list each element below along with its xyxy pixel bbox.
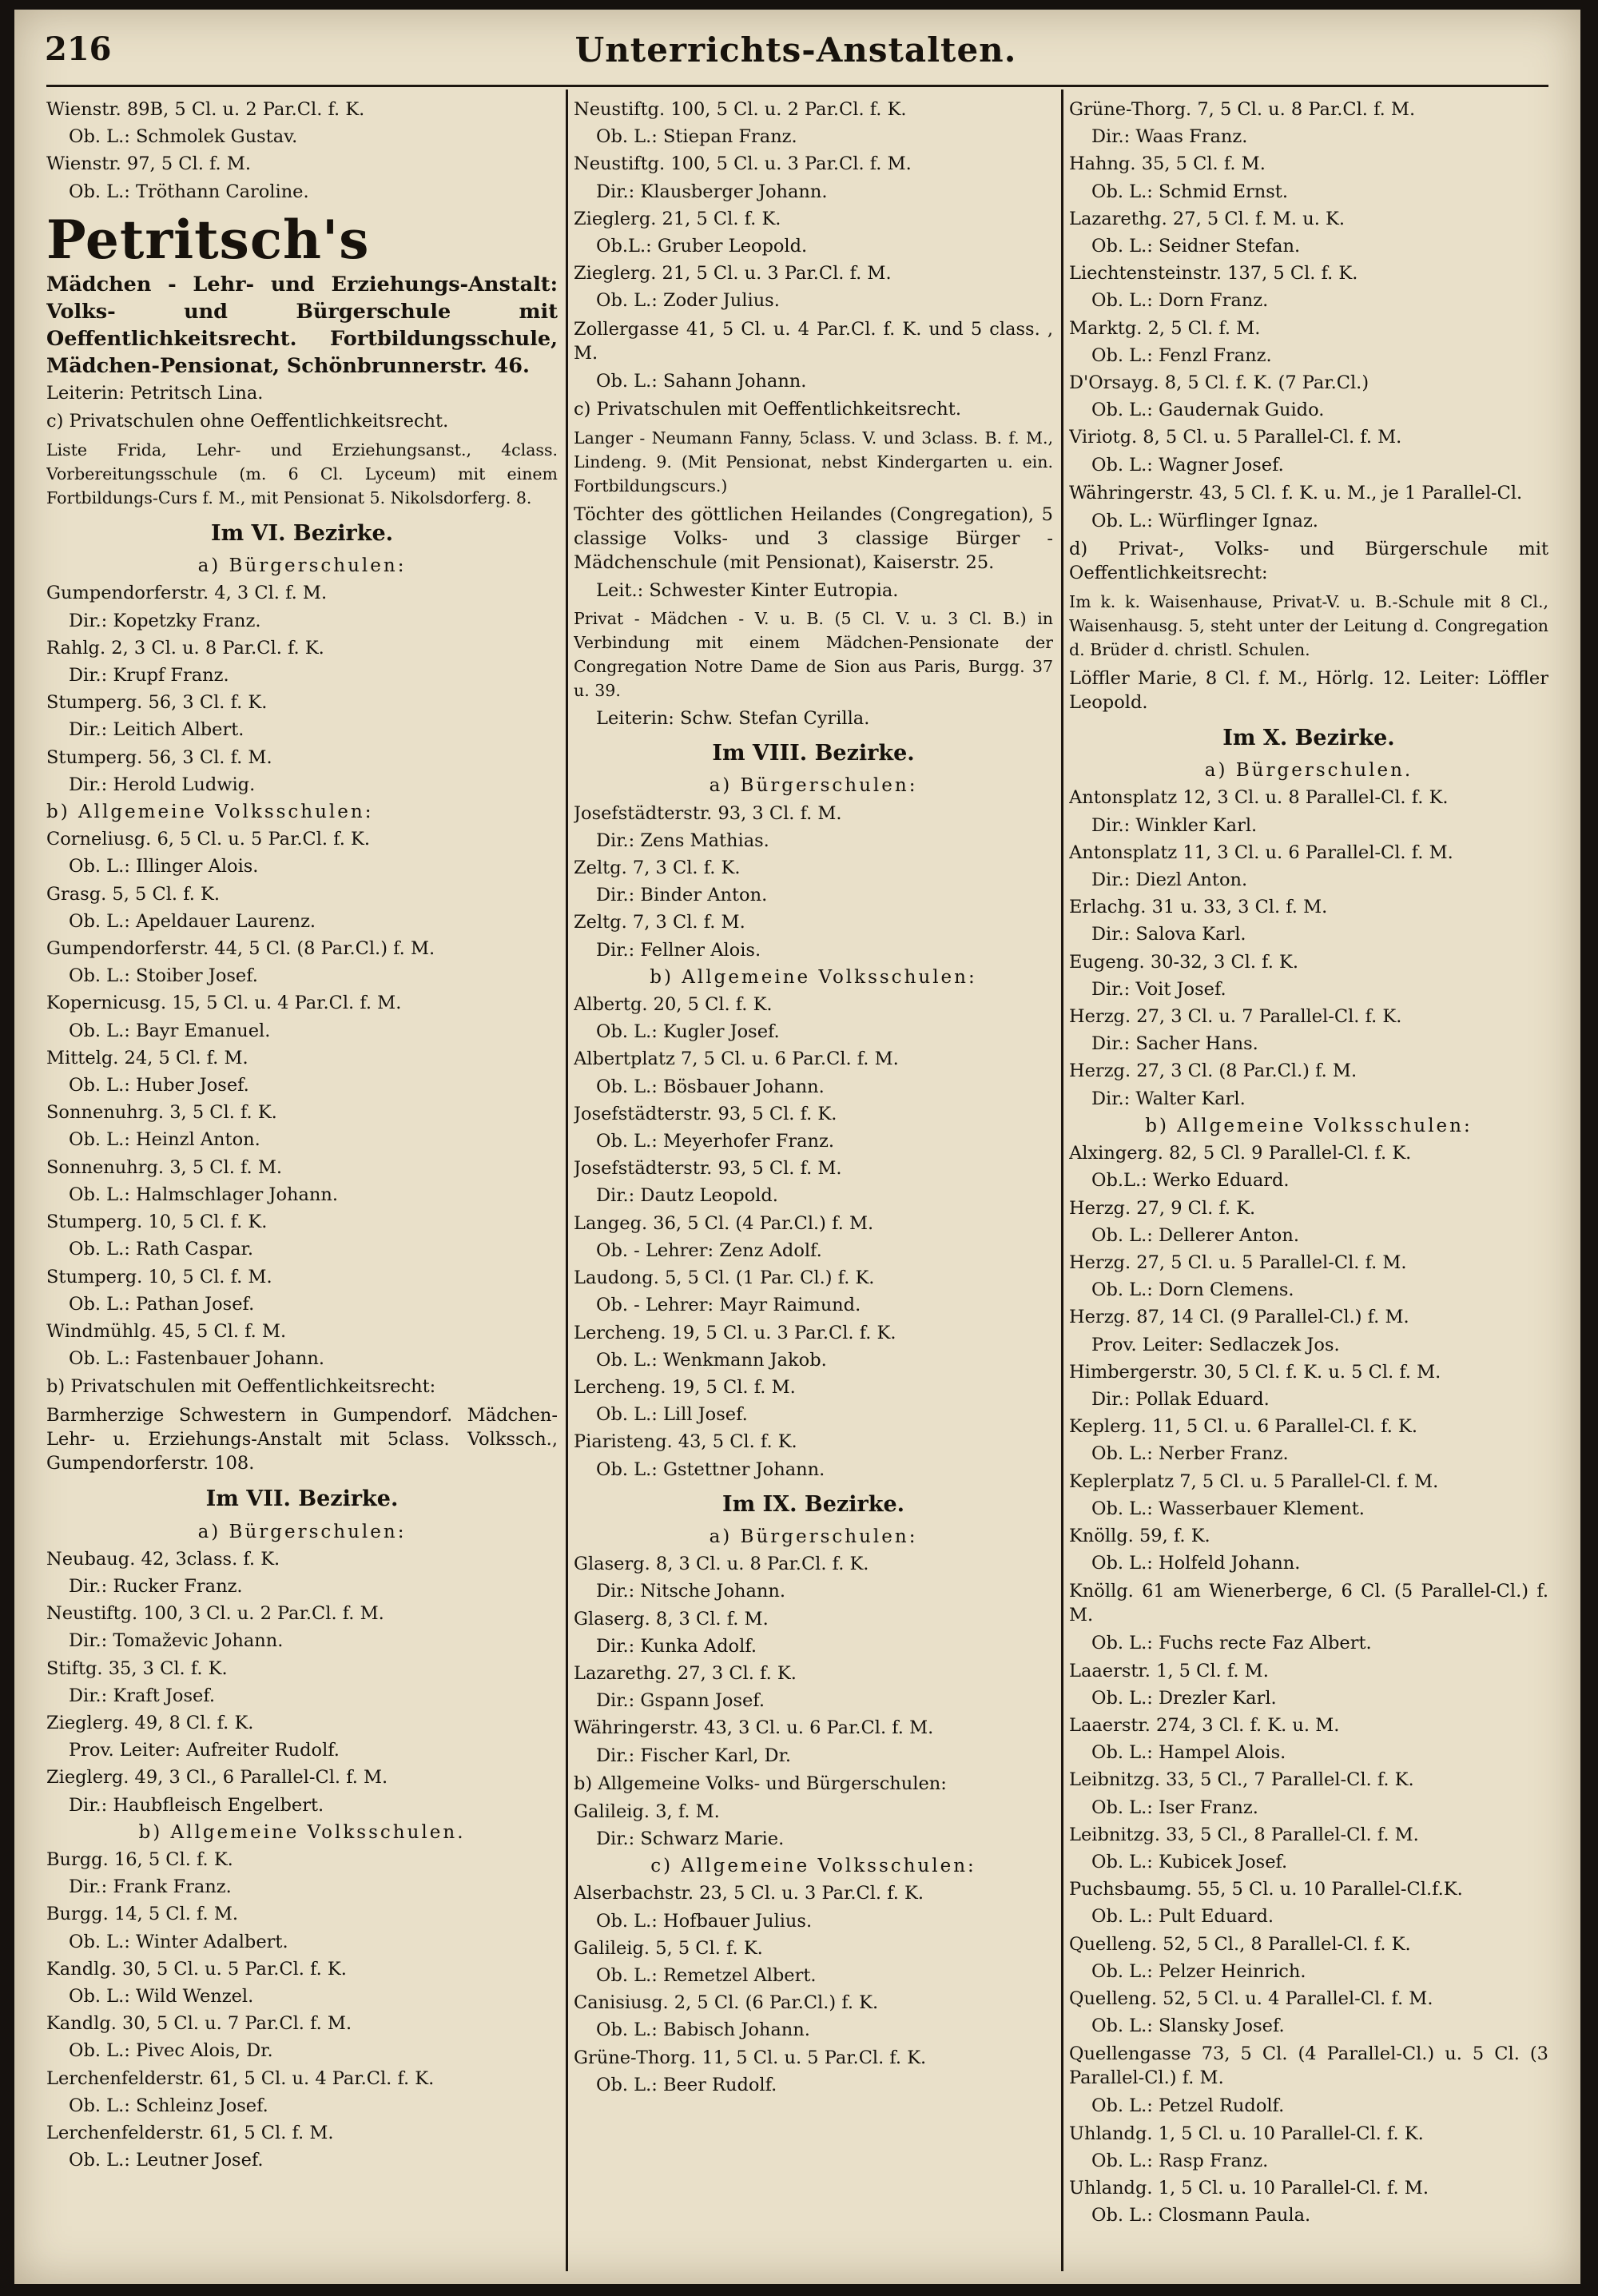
director-line: Ob. L.: Closmann Paula.: [1091, 2205, 1311, 2226]
entry-line: Zeltg. 7, 3 Cl. f. M.: [574, 912, 745, 933]
entry-line: Lercheng. 19, 5 Cl. u. 3 Par.Cl. f. K.: [574, 1322, 896, 1343]
entry-line: Burgg. 16, 5 Cl. f. K.: [46, 1848, 233, 1870]
director-line: Ob. - Lehrer: Zenz Adolf.: [596, 1240, 822, 1261]
director-line: Dir.: Dautz Leopold.: [596, 1185, 778, 1207]
entry-line: Laaerstr. 1, 5 Cl. f. M.: [1069, 1660, 1269, 1681]
director-line: Dir.: Rucker Franz.: [69, 1575, 243, 1597]
director-line: Ob. L.: Würflinger Ignaz.: [1091, 510, 1318, 531]
district-heading: Im VIII. Bezirke.: [712, 741, 915, 766]
director-line: Ob. - Lehrer: Mayr Raimund.: [596, 1295, 861, 1316]
entry-line: Herzg. 27, 3 Cl. (8 Par.Cl.) f. M.: [1069, 1060, 1358, 1082]
column-divider-2: [1061, 90, 1063, 2271]
entry-line: Lazarethg. 27, 5 Cl. f. M. u. K.: [1069, 208, 1345, 229]
entry-line: Keplerg. 11, 5 Cl. u. 6 Parallel-Cl. f. K.: [1069, 1416, 1418, 1438]
running-title: Unterrichts-Anstalten.: [574, 30, 1017, 70]
entry-paragraph: Quellengasse 73, 5 Cl. (4 Parallel-Cl.) u. 5 Cl. (3 Parallel-Cl.) f. M.: [1069, 2043, 1548, 2089]
entry-line: Antonsplatz 12, 3 Cl. u. 8 Parallel-Cl. f. K.: [1069, 787, 1449, 809]
district-heading: Im IX. Bezirke.: [721, 1491, 905, 1517]
director-line: Ob. L.: Dorn Franz.: [1091, 290, 1269, 312]
school-type-heading: b) Allgemeine Volksschulen:: [1145, 1115, 1473, 1136]
advert-title: Petritsch's: [46, 208, 370, 271]
entry-paragraph: Löffler Marie, 8 Cl. f. M., Hörlg. 12. Leiter: Löffler Leopold.: [1069, 668, 1548, 714]
director-line: Dir.: Walter Karl.: [1091, 1088, 1246, 1109]
entry-line: Zieglerg. 21, 5 Cl. u. 3 Par.Cl. f. M.: [574, 263, 892, 285]
entry-line: Piaristeng. 43, 5 Cl. f. K.: [574, 1431, 797, 1453]
director-line: Dir.: Schwarz Marie.: [596, 1828, 785, 1849]
entry-line: Lerchenfelderstr. 61, 5 Cl. f. M.: [46, 2122, 334, 2143]
entry-paragraph: Barmherzige Schwestern in Gumpendorf. Mädchen-Lehr- u. Erziehungs-Anstalt mit 5class. Volkssch., Gumpendorferstr. 108.: [46, 1405, 558, 1474]
director-line: Ob. L.: Wenkmann Jakob.: [596, 1349, 827, 1371]
director-line: Dir.: Kopetzky Franz.: [69, 610, 261, 631]
director-line: Dir.: Klausberger Johann.: [596, 181, 828, 202]
entry-line: Stumperg. 10, 5 Cl. f. K.: [46, 1212, 268, 1233]
entry-line: Leibnitzg. 33, 5 Cl., 8 Parallel-Cl. f. M.: [1069, 1824, 1419, 1845]
entry-line: Neustiftg. 100, 5 Cl. u. 2 Par.Cl. f. K.: [574, 99, 907, 120]
director-line: Dir.: Gspann Josef.: [596, 1690, 765, 1712]
district-heading: Im X. Bezirke.: [1222, 726, 1395, 751]
director-line: Ob. L.: Seidner Stefan.: [1091, 236, 1301, 257]
entry-line: Sonnenuhrg. 3, 5 Cl. f. M.: [46, 1156, 283, 1178]
entry-line: Leiterin: Petritsch Lina.: [46, 382, 264, 404]
director-line: Ob. L.: Sahann Johann.: [596, 370, 807, 392]
entry-line: Burgg. 14, 5 Cl. f. M.: [46, 1904, 239, 1925]
director-line: Ob. L.: Zoder Julius.: [596, 290, 780, 312]
entry-line: Grasg. 5, 5 Cl. f. K.: [46, 883, 220, 905]
director-line: Ob. L.: Babisch Johann.: [596, 2019, 810, 2041]
entry-line: Stumperg. 56, 3 Cl. f. K.: [46, 692, 268, 714]
director-line: Ob. L.: Stiepan Franz.: [596, 126, 797, 148]
director-line: Dir.: Kraft Josef.: [69, 1685, 216, 1706]
director-line: Dir.: Tomaževic Johann.: [69, 1630, 284, 1652]
entry-paragraph: b) Privatschulen mit Oeffentlichkeitsrecht:: [46, 1376, 436, 1398]
director-line: Leiterin: Schw. Stefan Cyrilla.: [596, 708, 870, 730]
entry-line: Währingerstr. 43, 3 Cl. u. 6 Par.Cl. f. M.: [574, 1717, 934, 1739]
entry-line: Puchsbaumg. 55, 5 Cl. u. 10 Parallel-Cl.f.K.: [1069, 1879, 1463, 1900]
director-line: Ob. L.: Fenzl Franz.: [1091, 344, 1272, 366]
director-line: Dir.: Herold Ludwig.: [69, 774, 256, 795]
advert-text: Mädchen - Lehr- und Erziehungs-Anstalt: Volks- und Bürgerschule mit Oeffentlichkeitsrecht. Fortbildungsschule, Mädchen-Pensionat, Schönbrunnerstr. 46.: [46, 272, 558, 378]
entry-line: Corneliusg. 6, 5 Cl. u. 5 Par.Cl. f. K.: [46, 829, 371, 850]
director-line: Ob. L.: Fuchs recte Faz Albert.: [1091, 1633, 1372, 1654]
director-line: Ob. L.: Bayr Emanuel.: [69, 1020, 271, 1041]
entry-line: Herzg. 87, 14 Cl. (9 Parallel-Cl.) f. M.: [1069, 1307, 1409, 1328]
page-header: [45, 30, 1547, 78]
entry-line: Lazarethg. 27, 3 Cl. f. K.: [574, 1662, 797, 1684]
entry-paragraph: Knöllg. 61 am Wienerberge, 6 Cl. (5 Parallel-Cl.) f. M.: [1069, 1581, 1548, 1626]
entry-paragraph: b) Allgemeine Volks- und Bürgerschulen:: [574, 1773, 947, 1794]
column-left: [46, 96, 558, 2278]
director-line: Ob. L.: Hampel Alois.: [1091, 1742, 1286, 1764]
entry-line: Neubaug. 42, 3class. f. K.: [46, 1548, 280, 1570]
column-right: [1069, 96, 1548, 2278]
entry-line: Kandlg. 30, 5 Cl. u. 7 Par.Cl. f. M.: [46, 2013, 352, 2035]
entry-line: Himbergerstr. 30, 5 Cl. f. K. u. 5 Cl. f. M.: [1069, 1361, 1441, 1383]
director-line: Ob. L.: Schleinz Josef.: [69, 2095, 268, 2116]
director-line: Prov. Leiter: Sedlaczek Jos.: [1091, 1334, 1340, 1355]
entry-line: Antonsplatz 11, 3 Cl. u. 6 Parallel-Cl. f. M.: [1069, 842, 1453, 863]
director-line: Prov. Leiter: Aufreiter Rudolf.: [69, 1740, 340, 1761]
school-type-heading: c) Allgemeine Volksschulen:: [650, 1856, 976, 1877]
entry-paragraph: Zollergasse 41, 5 Cl. u. 4 Par.Cl. f. K. und 5 class. , M.: [574, 318, 1053, 364]
entry-line: Lercheng. 19, 5 Cl. f. M.: [574, 1376, 796, 1398]
director-line: Ob. L.: Apeldauer Laurenz.: [69, 910, 316, 932]
director-line: Ob. L.: Remetzel Albert.: [596, 1964, 817, 1986]
entry-line: Rahlg. 2, 3 Cl. u. 8 Par.Cl. f. K.: [46, 637, 324, 659]
director-line: Dir.: Binder Anton.: [596, 885, 768, 906]
entry-line: Lerchenfelderstr. 61, 5 Cl. u. 4 Par.Cl. f. K.: [46, 2067, 435, 2089]
entry-paragraph: Im k. k. Waisenhause, Privat-V. u. B.-Schule mit 8 Cl., Waisenhausg. 5, steht unter der Leitung d. Congregation d. Brüder d. christl. Schulen.: [1069, 592, 1548, 660]
director-line: Ob. L.: Stoiber Josef.: [69, 965, 258, 987]
director-line: Ob. L.: Rath Caspar.: [69, 1239, 253, 1260]
director-line: Dir.: Kunka Adolf.: [596, 1635, 757, 1657]
entry-line: Zeltg. 7, 3 Cl. f. K.: [574, 858, 741, 879]
entry-line: Alserbachstr. 23, 5 Cl. u. 3 Par.Cl. f. K.: [574, 1883, 924, 1904]
entry-paragraph: d) Privat-, Volks- und Bürgerschule mit Oeffentlichkeitsrecht:: [1069, 539, 1548, 584]
director-line: Dir.: Haubfleisch Engelbert.: [69, 1794, 324, 1816]
entry-line: Grüne-Thorg. 11, 5 Cl. u. 5 Par.Cl. f. K.: [574, 2047, 927, 2068]
director-line: Ob. L.: Gaudernak Guido.: [1091, 400, 1325, 421]
entry-line: Galileig. 3, f. M.: [574, 1801, 720, 1822]
entry-line: Neustiftg. 100, 3 Cl. u. 2 Par.Cl. f. M.: [46, 1603, 384, 1625]
director-line: Ob. L.: Schmolek Gustav.: [69, 126, 298, 148]
entry-line: Gumpendorferstr. 4, 3 Cl. f. M.: [46, 583, 328, 604]
entry-line: Wienstr. 89B, 5 Cl. u. 2 Par.Cl. f. K.: [46, 99, 365, 120]
director-line: Ob.L.: Werko Eduard.: [1091, 1170, 1290, 1192]
entry-line: Albertg. 20, 5 Cl. f. K.: [574, 994, 773, 1016]
director-line: Ob. L.: Pelzer Heinrich.: [1091, 1960, 1306, 1982]
entry-line: Herzg. 27, 5 Cl. u. 5 Parallel-Cl. f. M.: [1069, 1251, 1407, 1273]
entry-paragraph: Liste Frida, Lehr- und Erziehungsanst., 4class. Vorbereitungsschule (m. 6 Cl. Lyceum) mit einem Fortbildungs-Curs f. M., mit Pensionat 5. Nikolsdorferg. 8.: [46, 440, 558, 508]
entry-line: Herzg. 27, 9 Cl. f. K.: [1069, 1197, 1256, 1219]
entry-line: Windmühlg. 45, 5 Cl. f. M.: [46, 1320, 287, 1342]
director-line: Ob. L.: Drezler Karl.: [1091, 1687, 1277, 1709]
director-line: Ob. L.: Fastenbauer Johann.: [69, 1348, 325, 1370]
director-line: Ob. L.: Wild Wenzel.: [69, 1985, 254, 2007]
director-line: Ob. L.: Iser Franz.: [1091, 1797, 1258, 1818]
entry-line: Grüne-Thorg. 7, 5 Cl. u. 8 Par.Cl. f. M.: [1069, 99, 1416, 120]
director-line: Ob. L.: Slansky Josef.: [1091, 2015, 1285, 2037]
director-line: Ob. L.: Gstettner Johann.: [596, 1458, 825, 1480]
entry-line: Neustiftg. 100, 5 Cl. u. 3 Par.Cl. f. M.: [574, 153, 912, 175]
director-line: Dir.: Leitich Albert.: [69, 719, 244, 741]
entry-line: Josefstädterstr. 93, 5 Cl. f. K.: [574, 1103, 837, 1124]
director-line: Ob. L.: Nerber Franz.: [1091, 1443, 1289, 1465]
director-line: Ob. L.: Kugler Josef.: [596, 1021, 780, 1043]
entry-line: Uhlandg. 1, 5 Cl. u. 10 Parallel-Cl. f. K.: [1069, 2123, 1424, 2144]
director-line: Ob. L.: Wasserbauer Klement.: [1091, 1498, 1365, 1519]
director-line: Ob. L.: Rasp Franz.: [1091, 2150, 1269, 2171]
entry-line: Viriotg. 8, 5 Cl. u. 5 Parallel-Cl. f. M.: [1069, 427, 1402, 448]
director-line: Ob.L.: Gruber Leopold.: [596, 236, 808, 257]
entry-line: Kandlg. 30, 5 Cl. u. 5 Par.Cl. f. K.: [46, 1958, 347, 1980]
director-line: Dir.: Winkler Karl.: [1091, 814, 1258, 836]
district-heading: Im VI. Bezirke.: [210, 521, 394, 547]
director-line: Ob. L.: Halmschlager Johann.: [69, 1184, 339, 1205]
entry-line: Zieglerg. 49, 3 Cl., 6 Parallel-Cl. f. M.: [46, 1767, 388, 1789]
entry-line: Leibnitzg. 33, 5 Cl., 7 Parallel-Cl. f. K.: [1069, 1769, 1414, 1791]
entry-line: Eugeng. 30-32, 3 Cl. f. K.: [1069, 951, 1298, 973]
entry-line: Stumperg. 10, 5 Cl. f. M.: [46, 1266, 272, 1287]
director-line: Ob. L.: Pivec Alois, Dr.: [69, 2040, 273, 2062]
director-line: Ob. L.: Dellerer Anton.: [1091, 1224, 1299, 1246]
entry-line: Herzg. 27, 3 Cl. u. 7 Parallel-Cl. f. K.: [1069, 1006, 1402, 1028]
entry-line: Marktg. 2, 5 Cl. f. M.: [1069, 317, 1261, 339]
entry-line: Stiftg. 35, 3 Cl. f. K.: [46, 1657, 228, 1679]
director-line: Ob. L.: Bösbauer Johann.: [596, 1076, 825, 1097]
entry-line: Canisiusg. 2, 5 Cl. (6 Par.Cl.) f. K.: [574, 1992, 879, 2014]
entry-line: Zieglerg. 49, 8 Cl. f. K.: [46, 1712, 254, 1733]
column-middle: [574, 96, 1053, 2278]
director-line: Ob. L.: Pult Eduard.: [1091, 1906, 1274, 1928]
director-line: Dir.: Pollak Eduard.: [1091, 1388, 1270, 1410]
entry-line: Knöllg. 59, f. K.: [1069, 1525, 1210, 1546]
director-line: Ob. L.: Beer Rudolf.: [596, 2074, 777, 2095]
entry-line: Wienstr. 97, 5 Cl. f. M.: [46, 153, 252, 175]
school-type-heading: a) Bürgerschulen:: [197, 555, 407, 577]
director-line: Ob. L.: Lill Josef.: [596, 1404, 748, 1426]
director-line: Dir.: Voit Josef.: [1091, 978, 1226, 1000]
entry-line: Mittelg. 24, 5 Cl. f. M.: [46, 1047, 248, 1068]
director-line: Ob. L.: Holfeld Johann.: [1091, 1553, 1301, 1574]
director-line: Ob. L.: Meyerhofer Franz.: [596, 1131, 834, 1152]
director-line: Leit.: Schwester Kinter Eutropia.: [596, 579, 899, 601]
school-type-heading: a) Bürgerschulen:: [709, 775, 918, 797]
page-number: 216: [45, 30, 112, 68]
director-line: Ob. L.: Winter Adalbert.: [69, 1931, 288, 1952]
entry-line: Glaserg. 8, 3 Cl. f. M.: [574, 1608, 769, 1629]
entry-line: Gumpendorferstr. 44, 5 Cl. (8 Par.Cl.) f. M.: [46, 938, 435, 960]
entry-line: Galileig. 5, 5 Cl. f. K.: [574, 1937, 763, 1959]
entry-line: D'Orsayg. 8, 5 Cl. f. K. (7 Par.Cl.): [1069, 372, 1369, 394]
school-type-heading: b) Allgemeine Volksschulen:: [46, 802, 374, 823]
entry-line: Stumperg. 56, 3 Cl. f. M.: [46, 746, 272, 768]
directory-page: [14, 10, 1580, 2284]
entry-line: Josefstädterstr. 93, 5 Cl. f. M.: [574, 1158, 842, 1180]
entry-line: Kopernicusg. 15, 5 Cl. u. 4 Par.Cl. f. M.: [46, 993, 402, 1014]
entry-line: Quelleng. 52, 5 Cl., 8 Parallel-Cl. f. K.: [1069, 1933, 1411, 1955]
director-line: Dir.: Fellner Alois.: [596, 939, 761, 961]
entry-line: Alxingerg. 82, 5 Cl. 9 Parallel-Cl. f. K.: [1069, 1143, 1412, 1164]
entry-paragraph: Langer - Neumann Fanny, 5class. V. und 3class. B. f. M., Lindeng. 9. (Mit Pensionat, nebst Kindergarten u. ein. Fortbildungscurs.): [574, 428, 1053, 495]
director-line: Ob. L.: Tröthann Caroline.: [69, 181, 309, 202]
entry-line: Zieglerg. 21, 5 Cl. f. K.: [574, 208, 781, 229]
director-line: Ob. L.: Huber Josef.: [69, 1075, 249, 1096]
school-type-heading: a) Bürgerschulen:: [709, 1526, 918, 1547]
entry-paragraph: Töchter des göttlichen Heilandes (Congregation), 5 classige Volks- und 3 classige Bürger - Mädchenschule (mit Pensionat), Kaiserstr. 25.: [574, 503, 1053, 573]
entry-line: Uhlandg. 1, 5 Cl. u. 10 Parallel-Cl. f. M.: [1069, 2178, 1429, 2199]
school-type-heading: a) Bürgerschulen.: [1204, 760, 1413, 782]
director-line: Ob. L.: Schmid Ernst.: [1091, 181, 1288, 202]
entry-line: Laaerstr. 274, 3 Cl. f. K. u. M.: [1069, 1714, 1340, 1736]
entry-paragraph: c) Privatschulen ohne Oeffentlichkeitsrecht.: [46, 411, 449, 432]
director-line: Ob. L.: Pathan Josef.: [69, 1293, 255, 1315]
entry-line: Liechtensteinstr. 137, 5 Cl. f. K.: [1069, 263, 1358, 285]
entry-line: Erlachg. 31 u. 33, 3 Cl. f. M.: [1069, 897, 1328, 918]
column-divider-1: [566, 90, 568, 2271]
director-line: Ob. L.: Kubicek Josef.: [1091, 1851, 1288, 1872]
entry-line: Josefstädterstr. 93, 3 Cl. f. M.: [574, 802, 842, 824]
entry-line: Glaserg. 8, 3 Cl. u. 8 Par.Cl. f. K.: [574, 1554, 869, 1575]
entry-line: Keplerplatz 7, 5 Cl. u. 5 Parallel-Cl. f. M.: [1069, 1470, 1439, 1492]
director-line: Ob. L.: Wagner Josef.: [1091, 454, 1284, 476]
director-line: Ob. L.: Petzel Rudolf.: [1091, 2095, 1285, 2117]
school-type-heading: b) Allgemeine Volksschulen.: [138, 1821, 466, 1843]
entry-line: Langeg. 36, 5 Cl. (4 Par.Cl.) f. M.: [574, 1212, 874, 1234]
entry-paragraph: c) Privatschulen mit Oeffentlichkeitsrecht.: [574, 398, 961, 420]
director-line: Dir.: Sacher Hans.: [1091, 1033, 1258, 1055]
entry-line: Hahng. 35, 5 Cl. f. M.: [1069, 153, 1266, 175]
director-line: Dir.: Krupf Franz.: [69, 665, 229, 686]
director-line: Ob. L.: Leutner Josef.: [69, 2150, 264, 2171]
director-line: Dir.: Zens Mathias.: [596, 830, 769, 851]
entry-line: Laudong. 5, 5 Cl. (1 Par. Cl.) f. K.: [574, 1267, 875, 1289]
entry-line: Sonnenuhrg. 3, 5 Cl. f. K.: [46, 1102, 277, 1124]
director-line: Ob. L.: Illinger Alois.: [69, 856, 259, 877]
director-line: Ob. L.: Dorn Clemens.: [1091, 1279, 1294, 1301]
director-line: Ob. L.: Heinzl Anton.: [69, 1129, 260, 1151]
director-line: Dir.: Frank Franz.: [69, 1876, 232, 1898]
header-rule: [46, 85, 1548, 87]
director-line: Dir.: Salova Karl.: [1091, 924, 1246, 945]
director-line: Dir.: Nitsche Johann.: [596, 1581, 786, 1602]
director-line: Dir.: Diezl Anton.: [1091, 869, 1248, 891]
director-line: Ob. L.: Hofbauer Julius.: [596, 1910, 813, 1932]
entry-line: Quelleng. 52, 5 Cl. u. 4 Parallel-Cl. f. M.: [1069, 1988, 1433, 2009]
entry-paragraph: Währingerstr. 43, 5 Cl. f. K. u. M., je 1 Parallel-Cl.: [1069, 482, 1523, 503]
entry-line: Albertplatz 7, 5 Cl. u. 6 Par.Cl. f. M.: [574, 1049, 899, 1070]
school-type-heading: b) Allgemeine Volksschulen:: [650, 966, 977, 988]
district-heading: Im VII. Bezirke.: [205, 1486, 399, 1512]
director-line: Dir.: Fischer Karl, Dr.: [596, 1745, 792, 1766]
entry-paragraph: Privat - Mädchen - V. u. B. (5 Cl. V. u. 3 Cl. B.) in Verbindung mit einem Mädchen-Pensionate der Congregation Notre Dame de Sion aus Paris, Burgg. 37 u. 39.: [574, 609, 1053, 701]
school-type-heading: a) Bürgerschulen:: [197, 1521, 407, 1542]
director-line: Dir.: Waas Franz.: [1091, 126, 1248, 148]
